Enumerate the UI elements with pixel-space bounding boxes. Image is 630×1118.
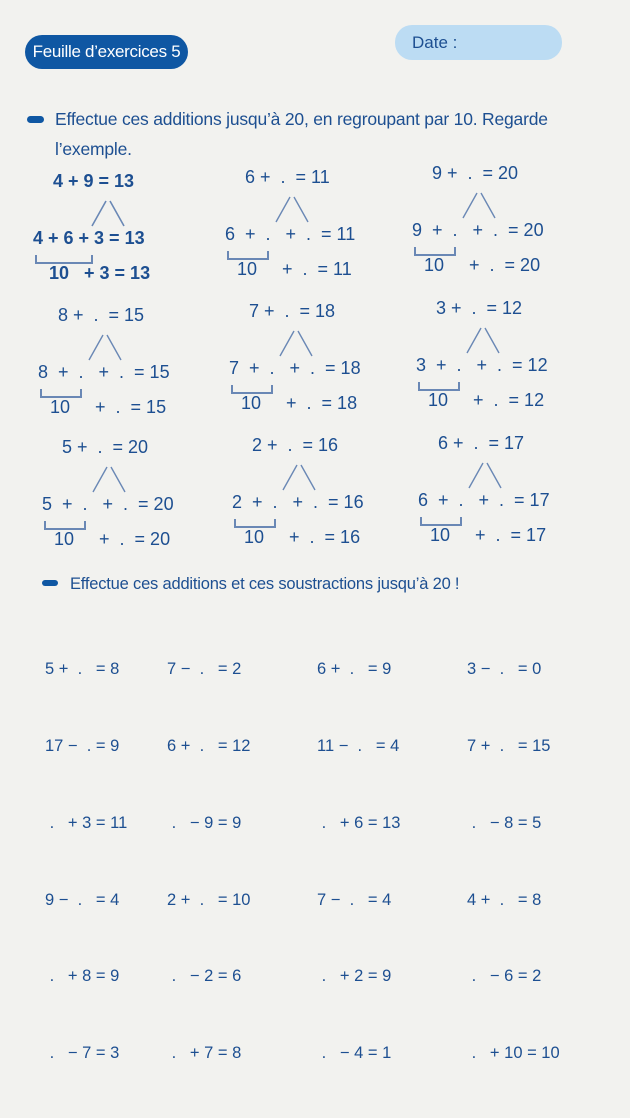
drill-equation[interactable]: . − 6 = 2 [467,967,542,986]
problem-equation[interactable]: 5 + . = 20 [62,437,149,457]
problem-sum-of-ten[interactable]: 10 + . = 18 [241,393,358,413]
drill-equation[interactable]: 6 + . = 12 [167,736,251,755]
split-lines-icon [459,191,499,219]
problem-decomposition[interactable]: 2 + . + . = 16 [232,492,364,512]
drill-equation[interactable]: . − 4 = 1 [317,1044,392,1063]
problem-sum-of-ten[interactable]: 10 + . = 12 [428,390,545,410]
problem-sum-of-ten[interactable]: 10 + . = 15 [50,397,167,417]
example-problem [33,171,223,301]
instruction-text: Effectue ces additions et ces soustractions jusqu’à 20 ! [70,575,460,593]
grouping-problem [38,305,228,435]
problem-equation[interactable]: 7 + . = 18 [249,301,336,321]
drill-equation[interactable]: . − 7 = 3 [45,1044,120,1063]
problem-decomposition[interactable]: 6 + . + . = 17 [418,490,550,510]
instruction-add-subtract [70,569,590,599]
drill-equation[interactable]: 11 − . = 4 [317,736,400,755]
problem-equation[interactable]: 8 + . = 15 [58,305,145,325]
grouping-problem [412,163,602,293]
drill-column-1 [45,606,127,1118]
problem-sum-of-ten[interactable]: 10 + . = 16 [244,527,361,547]
problem-equation[interactable]: 6 + . = 17 [438,433,525,453]
problem-equation: 4 + 9 = 13 [53,171,135,191]
split-lines-icon [276,329,316,357]
bullet-dash-icon [42,580,58,586]
grouping-problem [42,437,232,567]
drill-equation[interactable]: . + 2 = 9 [317,967,392,986]
problem-equation[interactable]: 6 + . = 11 [245,167,330,187]
drill-column-4 [467,606,560,1118]
problem-decomposition: 4 + 6 + 3 = 13 [33,228,145,248]
problem-decomposition[interactable]: 6 + . + . = 11 [225,224,356,244]
split-lines-icon [279,463,319,491]
problem-equation[interactable]: 3 + . = 12 [436,298,523,318]
drill-equation[interactable]: . + 6 = 13 [317,813,401,832]
bullet-dash-icon [27,116,44,123]
drill-equation[interactable]: 9 − . = 4 [45,890,120,909]
drill-equation[interactable]: 7 − . = 4 [317,890,392,909]
drill-equation[interactable]: 4 + . = 8 [467,890,542,909]
worksheet-title-badge: Feuille d’exercices 5 [25,35,188,69]
drill-equation[interactable]: 7 + . = 15 [467,736,551,755]
split-lines-icon [88,199,128,227]
drill-equation[interactable]: 3 − . = 0 [467,660,542,679]
grouping-problem [229,301,419,431]
drill-equation[interactable]: . − 2 = 6 [167,967,242,986]
drill-equation[interactable]: . − 8 = 5 [467,813,542,832]
problem-sum-of-ten[interactable]: 10 + . = 11 [237,259,352,279]
problem-equation[interactable]: 9 + . = 20 [432,163,519,183]
drill-equation[interactable]: 5 + . = 8 [45,660,120,679]
problem-equation[interactable]: 2 + . = 16 [252,435,339,455]
problem-sum-of-ten[interactable]: 10 + . = 20 [424,255,541,275]
split-lines-icon [465,461,505,489]
date-field[interactable] [395,25,562,60]
problem-decomposition[interactable]: 8 + . + . = 15 [38,362,170,382]
grouping-problem [416,298,606,428]
problem-sum-of-ten[interactable]: 10 + . = 20 [54,529,171,549]
problem-decomposition[interactable]: 3 + . + . = 12 [416,355,548,375]
split-lines-icon [89,465,129,493]
drill-equation[interactable]: . − 9 = 9 [167,813,242,832]
split-lines-icon [85,333,125,361]
date-label: Date : [412,33,458,52]
grouping-problem [418,433,608,563]
drill-equation[interactable]: . + 8 = 9 [45,967,120,986]
split-lines-icon [272,195,312,223]
instruction-grouping [55,104,585,164]
drill-equation[interactable]: . + 7 = 8 [167,1044,242,1063]
problem-decomposition[interactable]: 9 + . + . = 20 [412,220,544,240]
drill-equation[interactable]: 7 − . = 2 [167,660,242,679]
drill-equation[interactable]: 2 + . = 10 [167,890,251,909]
drill-equation[interactable]: . + 3 = 11 [45,813,128,832]
drill-column-3 [317,606,400,1118]
problem-decomposition[interactable]: 7 + . + . = 18 [229,358,361,378]
problem-sum-of-ten: 10 + 3 = 13 [49,263,151,283]
problem-decomposition[interactable]: 5 + . + . = 20 [42,494,174,514]
drill-equation[interactable]: . + 10 = 10 [467,1044,560,1063]
split-lines-icon [463,326,503,354]
grouping-problem [232,435,422,565]
drill-column-2 [167,606,250,1118]
drill-equation[interactable]: 6 + . = 9 [317,660,392,679]
drill-equation[interactable]: 17 − . = 9 [45,736,120,755]
grouping-problem [225,167,415,297]
instruction-text: Effectue ces additions jusqu’à 20, en regroupant par 10. Regarde l’exemple. [55,109,548,159]
problem-sum-of-ten[interactable]: 10 + . = 17 [430,525,547,545]
